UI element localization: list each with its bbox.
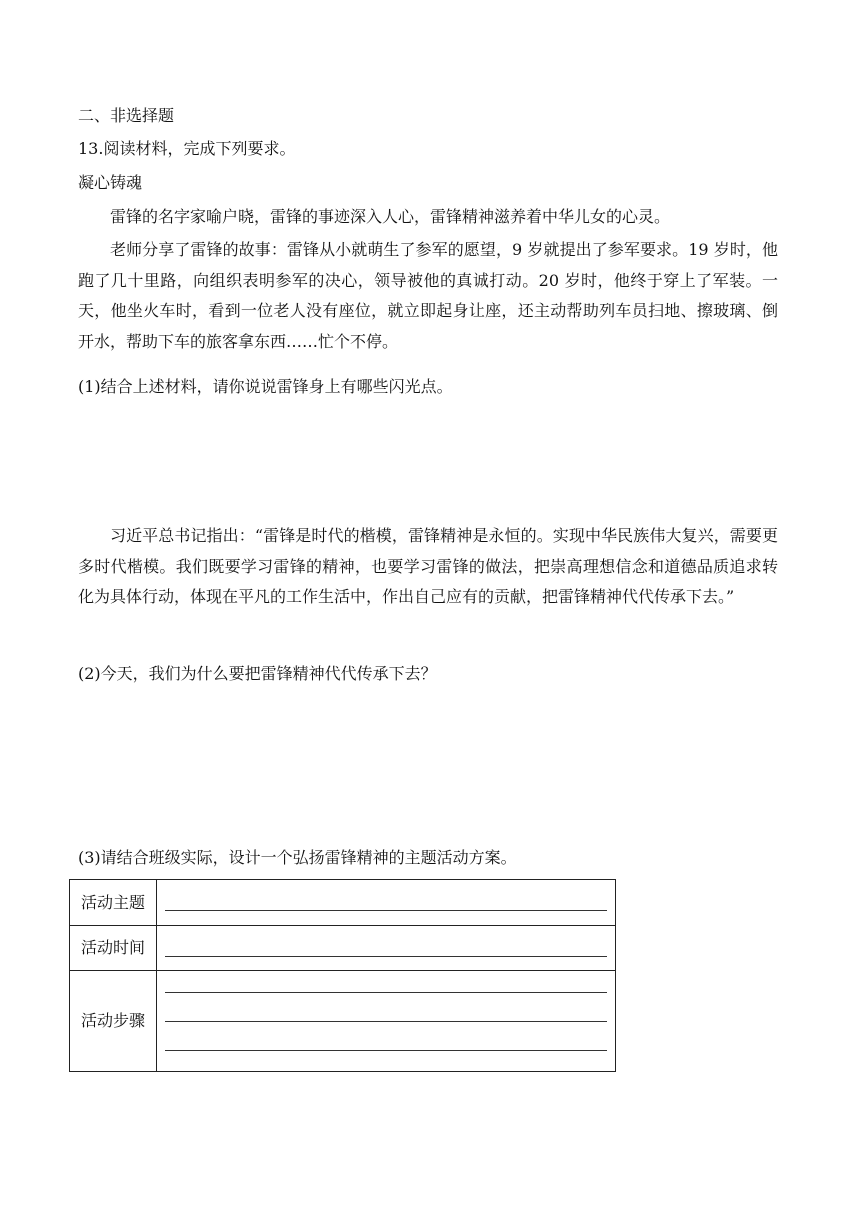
table-row-time [70,926,616,971]
answer-line [165,992,607,993]
material-paragraph-2: 老师分享了雷锋的故事：雷锋从小就萌生了参军的愿望，9 岁就提出了参军要求。19 岁时，他跑了几十里路，向组织表明参军的决心，领导被他的真诚打动。20 岁时，他终于穿上了军装。一天，他坐火车时，看到一位老人没有座位，就立即起身让座，还主动帮助列车员扫地、擦玻璃、倒开水，帮助下车的旅客拿东西……忙个不停。 [78,240,778,352]
time-answer-field[interactable] [157,926,616,971]
theme-answer-field[interactable] [157,880,616,926]
sub-question-2: (2)今天，我们为什么要把雷锋精神代代传承下去？ [78,664,437,683]
label-activity-theme: 活动主题 [70,880,157,926]
answer-line [165,1021,607,1022]
material-paragraph-1: 雷锋的名字家喻户晓，雷锋的事迹深入人心，雷锋精神滋养着中华儿女的心灵。 [110,207,671,226]
section-heading: 二、非选择题 [78,106,175,125]
answer-line [165,1050,607,1051]
table-row-steps [70,971,616,1072]
label-activity-steps: 活动步骤 [70,971,157,1072]
question-stem: 13.阅读材料，完成下列要求。 [78,139,296,158]
activity-plan-table [69,879,616,1072]
sub-question-1: (1)结合上述材料，请你说说雷锋身上有哪些闪光点。 [78,377,453,396]
label-activity-time: 活动时间 [70,926,157,971]
answer-line [165,956,607,957]
quote-paragraph: 习近平总书记指出：“雷锋是时代的楷模，雷锋精神是永恒的。实现中华民族伟大复兴，需要更多时代楷模。我们既要学习雷锋的精神，也要学习雷锋的做法，把崇高理想信念和道德品质追求转化为具体行动，体现在平凡的工作生活中，作出自己应有的贡献，把雷锋精神代代传承下去。” [78,526,778,607]
table-row-theme [70,880,616,926]
material-title: 凝心铸魂 [78,173,143,192]
answer-line [165,910,607,911]
sub-question-3: (3)请结合班级实际，设计一个弘扬雷锋精神的主题活动方案。 [78,848,517,867]
steps-answer-field[interactable] [157,971,616,1072]
